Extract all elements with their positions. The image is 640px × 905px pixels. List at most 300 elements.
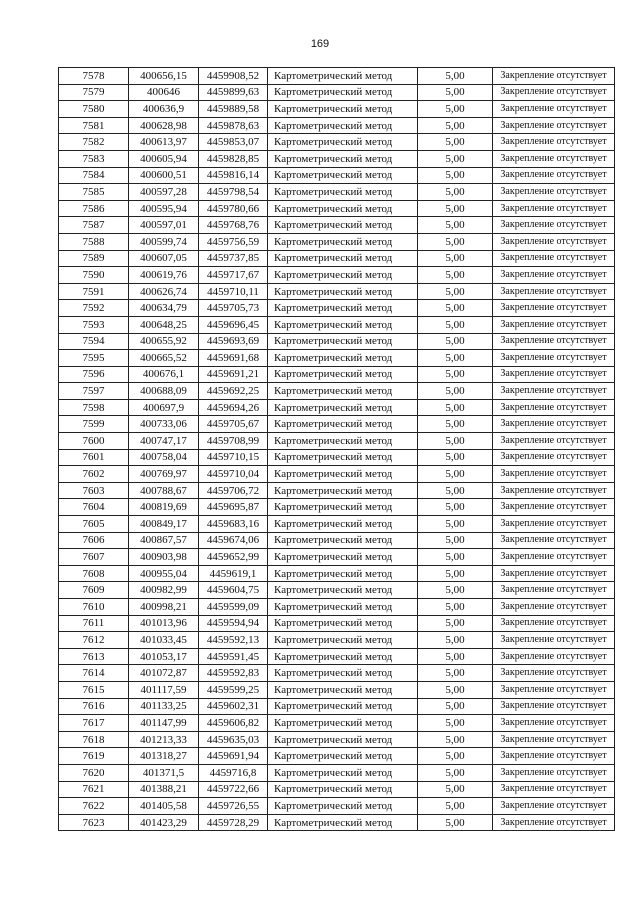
accuracy-cell: 5,00 <box>418 233 493 250</box>
point-number-cell: 7579 <box>59 84 129 101</box>
y-coordinate-cell: 4459635,03 <box>199 731 268 748</box>
y-coordinate-cell: 4459899,63 <box>199 84 268 101</box>
y-coordinate-cell: 4459691,68 <box>199 350 268 367</box>
x-coordinate-cell: 400597,01 <box>129 217 199 234</box>
accuracy-cell: 5,00 <box>418 681 493 698</box>
method-cell: Картометрический метод <box>268 582 418 599</box>
point-number-cell: 7613 <box>59 648 129 665</box>
point-number-cell: 7588 <box>59 233 129 250</box>
x-coordinate-cell: 400646 <box>129 84 199 101</box>
table-row <box>59 781 615 798</box>
accuracy-cell: 5,00 <box>418 798 493 815</box>
fixation-cell: Закрепление отсутствует <box>493 764 615 781</box>
point-number-cell: 7601 <box>59 449 129 466</box>
y-coordinate-cell: 4459780,66 <box>199 200 268 217</box>
x-coordinate-cell: 401053,17 <box>129 648 199 665</box>
x-coordinate-cell: 400758,04 <box>129 449 199 466</box>
x-coordinate-cell: 400849,17 <box>129 516 199 533</box>
table-row <box>59 267 615 284</box>
x-coordinate-cell: 401013,96 <box>129 615 199 632</box>
accuracy-cell: 5,00 <box>418 366 493 383</box>
accuracy-cell: 5,00 <box>418 582 493 599</box>
method-cell: Картометрический метод <box>268 416 418 433</box>
x-coordinate-cell: 400788,67 <box>129 482 199 499</box>
method-cell: Картометрический метод <box>268 599 418 616</box>
y-coordinate-cell: 4459710,11 <box>199 283 268 300</box>
fixation-cell: Закрепление отсутствует <box>493 350 615 367</box>
point-number-cell: 7623 <box>59 814 129 831</box>
method-cell: Картометрический метод <box>268 101 418 118</box>
fixation-cell: Закрепление отсутствует <box>493 582 615 599</box>
accuracy-cell: 5,00 <box>418 433 493 450</box>
point-number-cell: 7620 <box>59 764 129 781</box>
method-cell: Картометрический метод <box>268 731 418 748</box>
method-cell: Картометрический метод <box>268 781 418 798</box>
fixation-cell: Закрепление отсутствует <box>493 200 615 217</box>
method-cell: Картометрический метод <box>268 300 418 317</box>
fixation-cell: Закрепление отсутствует <box>493 466 615 483</box>
x-coordinate-cell: 401117,59 <box>129 681 199 698</box>
point-number-cell: 7593 <box>59 316 129 333</box>
fixation-cell: Закрепление отсутствует <box>493 383 615 400</box>
y-coordinate-cell: 4459716,8 <box>199 764 268 781</box>
x-coordinate-cell: 400648,25 <box>129 316 199 333</box>
accuracy-cell: 5,00 <box>418 449 493 466</box>
accuracy-cell: 5,00 <box>418 781 493 798</box>
method-cell: Картометрический метод <box>268 798 418 815</box>
fixation-cell: Закрепление отсутствует <box>493 217 615 234</box>
x-coordinate-cell: 400998,21 <box>129 599 199 616</box>
accuracy-cell: 5,00 <box>418 84 493 101</box>
table-row <box>59 250 615 267</box>
table-row <box>59 350 615 367</box>
accuracy-cell: 5,00 <box>418 300 493 317</box>
method-cell: Картометрический метод <box>268 267 418 284</box>
point-number-cell: 7619 <box>59 748 129 765</box>
point-number-cell: 7587 <box>59 217 129 234</box>
x-coordinate-cell: 400655,92 <box>129 333 199 350</box>
table-row <box>59 200 615 217</box>
point-number-cell: 7611 <box>59 615 129 632</box>
accuracy-cell: 5,00 <box>418 599 493 616</box>
method-cell: Картометрический метод <box>268 134 418 151</box>
method-cell: Картометрический метод <box>268 814 418 831</box>
accuracy-cell: 5,00 <box>418 117 493 134</box>
method-cell: Картометрический метод <box>268 449 418 466</box>
table-row <box>59 731 615 748</box>
y-coordinate-cell: 4459710,15 <box>199 449 268 466</box>
fixation-cell: Закрепление отсутствует <box>493 632 615 649</box>
point-number-cell: 7589 <box>59 250 129 267</box>
table-row <box>59 798 615 815</box>
fixation-cell: Закрепление отсутствует <box>493 731 615 748</box>
table-row <box>59 482 615 499</box>
y-coordinate-cell: 4459878,63 <box>199 117 268 134</box>
table-row <box>59 532 615 549</box>
method-cell: Картометрический метод <box>268 184 418 201</box>
y-coordinate-cell: 4459693,69 <box>199 333 268 350</box>
x-coordinate-cell: 400688,09 <box>129 383 199 400</box>
y-coordinate-cell: 4459705,67 <box>199 416 268 433</box>
x-coordinate-cell: 400867,57 <box>129 532 199 549</box>
accuracy-cell: 5,00 <box>418 565 493 582</box>
accuracy-cell: 5,00 <box>418 399 493 416</box>
fixation-cell: Закрепление отсутствует <box>493 134 615 151</box>
point-number-cell: 7600 <box>59 433 129 450</box>
fixation-cell: Закрепление отсутствует <box>493 167 615 184</box>
accuracy-cell: 5,00 <box>418 814 493 831</box>
table-body <box>59 68 615 831</box>
method-cell: Картометрический метод <box>268 217 418 234</box>
point-number-cell: 7585 <box>59 184 129 201</box>
point-number-cell: 7622 <box>59 798 129 815</box>
accuracy-cell: 5,00 <box>418 698 493 715</box>
table-row <box>59 764 615 781</box>
table-row <box>59 681 615 698</box>
accuracy-cell: 5,00 <box>418 731 493 748</box>
table-row <box>59 632 615 649</box>
x-coordinate-cell: 401318,27 <box>129 748 199 765</box>
table-row <box>59 167 615 184</box>
point-number-cell: 7602 <box>59 466 129 483</box>
method-cell: Картометрический метод <box>268 516 418 533</box>
table-row <box>59 117 615 134</box>
fixation-cell: Закрепление отсутствует <box>493 416 615 433</box>
x-coordinate-cell: 400903,98 <box>129 549 199 566</box>
accuracy-cell: 5,00 <box>418 200 493 217</box>
accuracy-cell: 5,00 <box>418 416 493 433</box>
point-number-cell: 7594 <box>59 333 129 350</box>
point-number-cell: 7583 <box>59 150 129 167</box>
x-coordinate-cell: 401423,29 <box>129 814 199 831</box>
method-cell: Картометрический метод <box>268 532 418 549</box>
table-row <box>59 582 615 599</box>
table-row <box>59 150 615 167</box>
fixation-cell: Закрепление отсутствует <box>493 316 615 333</box>
fixation-cell: Закрепление отсутствует <box>493 399 615 416</box>
fixation-cell: Закрепление отсутствует <box>493 68 615 85</box>
x-coordinate-cell: 400769,97 <box>129 466 199 483</box>
method-cell: Картометрический метод <box>268 665 418 682</box>
method-cell: Картометрический метод <box>268 383 418 400</box>
accuracy-cell: 5,00 <box>418 184 493 201</box>
point-number-cell: 7621 <box>59 781 129 798</box>
method-cell: Картометрический метод <box>268 167 418 184</box>
y-coordinate-cell: 4459710,04 <box>199 466 268 483</box>
accuracy-cell: 5,00 <box>418 283 493 300</box>
fixation-cell: Закрепление отсутствует <box>493 333 615 350</box>
method-cell: Картометрический метод <box>268 333 418 350</box>
fixation-cell: Закрепление отсутствует <box>493 681 615 698</box>
y-coordinate-cell: 4459889,58 <box>199 101 268 118</box>
table-row <box>59 715 615 732</box>
accuracy-cell: 5,00 <box>418 250 493 267</box>
fixation-cell: Закрепление отсутствует <box>493 615 615 632</box>
x-coordinate-cell: 400819,69 <box>129 499 199 516</box>
point-number-cell: 7597 <box>59 383 129 400</box>
point-number-cell: 7604 <box>59 499 129 516</box>
table-row <box>59 333 615 350</box>
y-coordinate-cell: 4459908,52 <box>199 68 268 85</box>
fixation-cell: Закрепление отсутствует <box>493 433 615 450</box>
point-number-cell: 7595 <box>59 350 129 367</box>
x-coordinate-cell: 401388,21 <box>129 781 199 798</box>
fixation-cell: Закрепление отсутствует <box>493 233 615 250</box>
x-coordinate-cell: 400619,76 <box>129 267 199 284</box>
accuracy-cell: 5,00 <box>418 482 493 499</box>
method-cell: Картометрический метод <box>268 68 418 85</box>
accuracy-cell: 5,00 <box>418 134 493 151</box>
table-row <box>59 84 615 101</box>
accuracy-cell: 5,00 <box>418 267 493 284</box>
accuracy-cell: 5,00 <box>418 68 493 85</box>
point-number-cell: 7596 <box>59 366 129 383</box>
y-coordinate-cell: 4459798,54 <box>199 184 268 201</box>
method-cell: Картометрический метод <box>268 84 418 101</box>
method-cell: Картометрический метод <box>268 549 418 566</box>
x-coordinate-cell: 400599,74 <box>129 233 199 250</box>
accuracy-cell: 5,00 <box>418 150 493 167</box>
y-coordinate-cell: 4459594,94 <box>199 615 268 632</box>
method-cell: Картометрический метод <box>268 748 418 765</box>
fixation-cell: Закрепление отсутствует <box>493 150 615 167</box>
x-coordinate-cell: 400955,04 <box>129 565 199 582</box>
y-coordinate-cell: 4459705,73 <box>199 300 268 317</box>
y-coordinate-cell: 4459706,72 <box>199 482 268 499</box>
accuracy-cell: 5,00 <box>418 167 493 184</box>
fixation-cell: Закрепление отсутствует <box>493 300 615 317</box>
method-cell: Картометрический метод <box>268 250 418 267</box>
table-row <box>59 383 615 400</box>
y-coordinate-cell: 4459728,29 <box>199 814 268 831</box>
table-row <box>59 233 615 250</box>
accuracy-cell: 5,00 <box>418 665 493 682</box>
y-coordinate-cell: 4459708,99 <box>199 433 268 450</box>
x-coordinate-cell: 400628,98 <box>129 117 199 134</box>
x-coordinate-cell: 401405,58 <box>129 798 199 815</box>
point-number-cell: 7582 <box>59 134 129 151</box>
fixation-cell: Закрепление отсутствует <box>493 698 615 715</box>
method-cell: Картометрический метод <box>268 499 418 516</box>
point-number-cell: 7580 <box>59 101 129 118</box>
y-coordinate-cell: 4459683,16 <box>199 516 268 533</box>
x-coordinate-cell: 401147,99 <box>129 715 199 732</box>
method-cell: Картометрический метод <box>268 681 418 698</box>
accuracy-cell: 5,00 <box>418 532 493 549</box>
accuracy-cell: 5,00 <box>418 333 493 350</box>
point-number-cell: 7608 <box>59 565 129 582</box>
accuracy-cell: 5,00 <box>418 615 493 632</box>
method-cell: Картометрический метод <box>268 466 418 483</box>
point-number-cell: 7584 <box>59 167 129 184</box>
y-coordinate-cell: 4459604,75 <box>199 582 268 599</box>
method-cell: Картометрический метод <box>268 350 418 367</box>
fixation-cell: Закрепление отсутствует <box>493 798 615 815</box>
accuracy-cell: 5,00 <box>418 648 493 665</box>
point-number-cell: 7586 <box>59 200 129 217</box>
point-number-cell: 7603 <box>59 482 129 499</box>
method-cell: Картометрический метод <box>268 233 418 250</box>
table-row <box>59 300 615 317</box>
x-coordinate-cell: 400600,51 <box>129 167 199 184</box>
point-number-cell: 7615 <box>59 681 129 698</box>
accuracy-cell: 5,00 <box>418 549 493 566</box>
x-coordinate-cell: 401072,87 <box>129 665 199 682</box>
table-row <box>59 549 615 566</box>
point-number-cell: 7605 <box>59 516 129 533</box>
method-cell: Картометрический метод <box>268 316 418 333</box>
method-cell: Картометрический метод <box>268 117 418 134</box>
y-coordinate-cell: 4459599,25 <box>199 681 268 698</box>
point-number-cell: 7614 <box>59 665 129 682</box>
method-cell: Картометрический метод <box>268 366 418 383</box>
point-number-cell: 7607 <box>59 549 129 566</box>
method-cell: Картометрический метод <box>268 399 418 416</box>
fixation-cell: Закрепление отсутствует <box>493 184 615 201</box>
method-cell: Картометрический метод <box>268 565 418 582</box>
fixation-cell: Закрепление отсутствует <box>493 532 615 549</box>
x-coordinate-cell: 400607,05 <box>129 250 199 267</box>
coordinates-table <box>58 67 615 831</box>
point-number-cell: 7591 <box>59 283 129 300</box>
table-row <box>59 516 615 533</box>
y-coordinate-cell: 4459592,83 <box>199 665 268 682</box>
method-cell: Картометрический метод <box>268 648 418 665</box>
y-coordinate-cell: 4459717,67 <box>199 267 268 284</box>
x-coordinate-cell: 400747,17 <box>129 433 199 450</box>
accuracy-cell: 5,00 <box>418 764 493 781</box>
point-number-cell: 7616 <box>59 698 129 715</box>
y-coordinate-cell: 4459674,06 <box>199 532 268 549</box>
fixation-cell: Закрепление отсутствует <box>493 748 615 765</box>
fixation-cell: Закрепление отсутствует <box>493 648 615 665</box>
method-cell: Картометрический метод <box>268 764 418 781</box>
y-coordinate-cell: 4459737,85 <box>199 250 268 267</box>
x-coordinate-cell: 400982,99 <box>129 582 199 599</box>
x-coordinate-cell: 400605,94 <box>129 150 199 167</box>
table-row <box>59 748 615 765</box>
table-row <box>59 399 615 416</box>
accuracy-cell: 5,00 <box>418 101 493 118</box>
fixation-cell: Закрепление отсутствует <box>493 565 615 582</box>
y-coordinate-cell: 4459691,21 <box>199 366 268 383</box>
y-coordinate-cell: 4459652,99 <box>199 549 268 566</box>
method-cell: Картометрический метод <box>268 433 418 450</box>
fixation-cell: Закрепление отсутствует <box>493 549 615 566</box>
y-coordinate-cell: 4459619,1 <box>199 565 268 582</box>
y-coordinate-cell: 4459726,55 <box>199 798 268 815</box>
y-coordinate-cell: 4459692,25 <box>199 383 268 400</box>
point-number-cell: 7590 <box>59 267 129 284</box>
fixation-cell: Закрепление отсутствует <box>493 516 615 533</box>
y-coordinate-cell: 4459853,07 <box>199 134 268 151</box>
method-cell: Картометрический метод <box>268 283 418 300</box>
point-number-cell: 7618 <box>59 731 129 748</box>
x-coordinate-cell: 400665,52 <box>129 350 199 367</box>
method-cell: Картометрический метод <box>268 715 418 732</box>
y-coordinate-cell: 4459694,26 <box>199 399 268 416</box>
y-coordinate-cell: 4459691,94 <box>199 748 268 765</box>
x-coordinate-cell: 400634,79 <box>129 300 199 317</box>
accuracy-cell: 5,00 <box>418 748 493 765</box>
accuracy-cell: 5,00 <box>418 499 493 516</box>
accuracy-cell: 5,00 <box>418 383 493 400</box>
fixation-cell: Закрепление отсутствует <box>493 117 615 134</box>
fixation-cell: Закрепление отсутствует <box>493 267 615 284</box>
accuracy-cell: 5,00 <box>418 316 493 333</box>
x-coordinate-cell: 400595,94 <box>129 200 199 217</box>
method-cell: Картометрический метод <box>268 200 418 217</box>
table-row <box>59 283 615 300</box>
x-coordinate-cell: 400676,1 <box>129 366 199 383</box>
x-coordinate-cell: 400656,15 <box>129 68 199 85</box>
point-number-cell: 7599 <box>59 416 129 433</box>
table-row <box>59 433 615 450</box>
point-number-cell: 7578 <box>59 68 129 85</box>
point-number-cell: 7610 <box>59 599 129 616</box>
point-number-cell: 7606 <box>59 532 129 549</box>
fixation-cell: Закрепление отсутствует <box>493 715 615 732</box>
accuracy-cell: 5,00 <box>418 632 493 649</box>
y-coordinate-cell: 4459592,13 <box>199 632 268 649</box>
accuracy-cell: 5,00 <box>418 217 493 234</box>
table-row <box>59 217 615 234</box>
accuracy-cell: 5,00 <box>418 516 493 533</box>
point-number-cell: 7592 <box>59 300 129 317</box>
y-coordinate-cell: 4459816,14 <box>199 167 268 184</box>
fixation-cell: Закрепление отсутствует <box>493 449 615 466</box>
point-number-cell: 7598 <box>59 399 129 416</box>
table-row <box>59 366 615 383</box>
y-coordinate-cell: 4459696,45 <box>199 316 268 333</box>
point-number-cell: 7617 <box>59 715 129 732</box>
fixation-cell: Закрепление отсутствует <box>493 814 615 831</box>
y-coordinate-cell: 4459722,66 <box>199 781 268 798</box>
method-cell: Картометрический метод <box>268 482 418 499</box>
fixation-cell: Закрепление отсутствует <box>493 84 615 101</box>
accuracy-cell: 5,00 <box>418 466 493 483</box>
table-row <box>59 101 615 118</box>
x-coordinate-cell: 401133,25 <box>129 698 199 715</box>
fixation-cell: Закрепление отсутствует <box>493 499 615 516</box>
page-number: 169 <box>310 38 330 50</box>
point-number-cell: 7581 <box>59 117 129 134</box>
y-coordinate-cell: 4459606,82 <box>199 715 268 732</box>
point-number-cell: 7609 <box>59 582 129 599</box>
method-cell: Картометрический метод <box>268 150 418 167</box>
fixation-cell: Закрепление отсутствует <box>493 599 615 616</box>
x-coordinate-cell: 401033,45 <box>129 632 199 649</box>
fixation-cell: Закрепление отсутствует <box>493 366 615 383</box>
method-cell: Картометрический метод <box>268 632 418 649</box>
table-row <box>59 416 615 433</box>
y-coordinate-cell: 4459695,87 <box>199 499 268 516</box>
table-row <box>59 316 615 333</box>
fixation-cell: Закрепление отсутствует <box>493 781 615 798</box>
table-row <box>59 134 615 151</box>
y-coordinate-cell: 4459599,09 <box>199 599 268 616</box>
y-coordinate-cell: 4459602,31 <box>199 698 268 715</box>
x-coordinate-cell: 400626,74 <box>129 283 199 300</box>
x-coordinate-cell: 400733,06 <box>129 416 199 433</box>
table-row <box>59 648 615 665</box>
point-number-cell: 7612 <box>59 632 129 649</box>
x-coordinate-cell: 400697,9 <box>129 399 199 416</box>
accuracy-cell: 5,00 <box>418 350 493 367</box>
x-coordinate-cell: 400613,97 <box>129 134 199 151</box>
y-coordinate-cell: 4459768,76 <box>199 217 268 234</box>
table-row <box>59 499 615 516</box>
